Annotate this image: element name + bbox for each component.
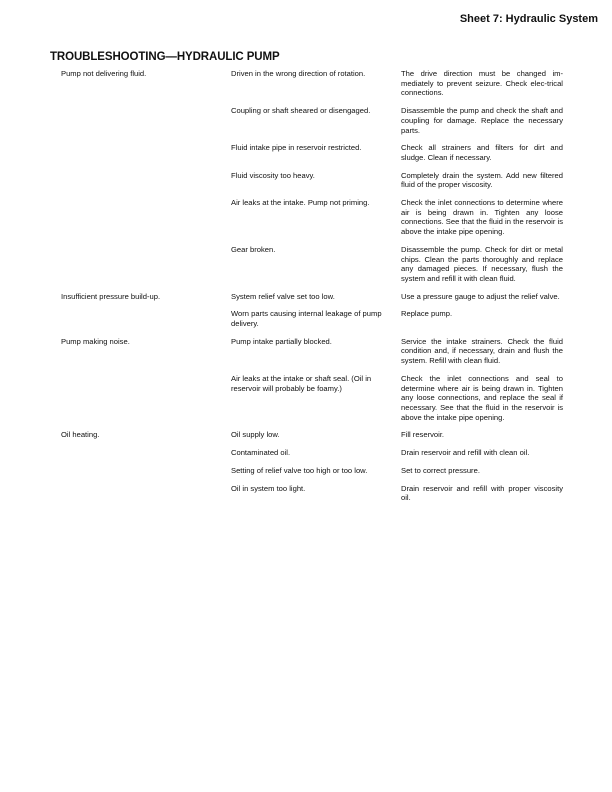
symptom-text: Oil heating. — [61, 430, 100, 440]
remedy-text: Replace pump. — [401, 309, 453, 319]
cause-text: Air leaks at the intake. Pump not priming. — [231, 198, 370, 208]
cause-remedy-entry — [0, 143, 612, 162]
cause-remedy-entry — [0, 171, 612, 190]
remedy-text: Check the inlet connections to determine where air is being drawn in. Tighten any loose connections. See that the fluid in the reservoir is above the intake pipe opening. — [401, 198, 563, 237]
cause-remedy-entry — [0, 484, 612, 503]
troubleshooting-row — [0, 292, 612, 329]
troubleshooting-row — [0, 69, 612, 284]
remedy-text: Drain reservoir and refill with proper viscosity oil. — [401, 483, 563, 503]
troubleshooting-table — [0, 69, 612, 511]
cause-text: Fluid viscosity too heavy. — [231, 170, 315, 180]
remedy-text: Fill reservoir. — [401, 430, 445, 440]
cause-remedy-entry — [0, 374, 612, 423]
sheet-title: Sheet 7: Hydraulic System — [459, 13, 598, 25]
symptom-text: Pump making noise. — [61, 336, 130, 346]
remedy-text: Disassemble the pump. Check for dirt or metal chips. Clean the parts thoroughly and replace any damaged pieces. If necessary, flush the system and refill it with clean fluid. — [401, 244, 563, 283]
cause-text: Gear broken. — [231, 244, 276, 254]
cause-text: Coupling or shaft sheared or disengaged. — [231, 106, 371, 116]
troubleshooting-row — [0, 337, 612, 423]
cause-text: Fluid intake pipe in reservoir restricted. — [231, 143, 362, 153]
troubleshooting-row — [0, 430, 612, 503]
remedy-text: Set to correct pressure. — [401, 465, 480, 475]
cause-text: Worn parts causing internal leakage of pump delivery. — [231, 309, 382, 329]
remedy-text: Disassemble the pump and check the shaft and coupling for damage. Replace the necessary parts. — [401, 106, 563, 135]
cause-text: Setting of relief valve too high or too low. — [231, 465, 368, 475]
symptom-text: Insufficient pressure build-up. — [61, 291, 161, 301]
remedy-text: Check all strainers and filters for dirt and sludge. Clean if necessary. — [401, 143, 563, 162]
cause-remedy-entry — [0, 466, 612, 476]
cause-text: Oil in system too light. — [231, 483, 306, 493]
cause-remedy-entry — [0, 448, 612, 458]
remedy-text: Drain reservoir and refill with clean oil. — [401, 448, 530, 458]
remedy-text: Use a pressure gauge to adjust the relief valve. — [401, 291, 560, 301]
cause-text: System relief valve set too low. — [231, 291, 335, 301]
cause-text: Contaminated oil. — [231, 448, 291, 458]
cause-remedy-entry — [0, 106, 612, 135]
cause-text: Oil supply low. — [231, 430, 280, 440]
cause-text: Driven in the wrong direction of rotation. — [231, 69, 366, 78]
remedy-text: Check the inlet connections and seal to determine where air is being drawn in. Tighten any loose connections, and replace the seal if necessary. See that the fluid in the reservoir is above the intake pipe opening. — [401, 373, 563, 422]
cause-remedy-entry — [0, 245, 612, 284]
remedy-text: The drive direction must be changed im-mediately to prevent seizure. Check elec-trical connections. — [401, 69, 563, 98]
cause-text: Air leaks at the intake or shaft seal. (Oil in reservoir will probably be foamy.) — [231, 373, 372, 393]
section-title: TROUBLESHOOTING—HYDRAULIC PUMP — [50, 51, 280, 63]
remedy-text: Completely drain the system. Add new filtered fluid of the proper viscosity. — [401, 170, 563, 190]
cause-remedy-entry — [0, 309, 612, 328]
symptom-text: Pump not delivering fluid. — [61, 69, 147, 78]
cause-remedy-entry — [0, 198, 612, 237]
remedy-text: Service the intake strainers. Check the fluid condition and, if necessary, drain and flush the system. Refill with clean fluid. — [401, 336, 563, 366]
cause-text: Pump intake partially blocked. — [231, 336, 332, 346]
